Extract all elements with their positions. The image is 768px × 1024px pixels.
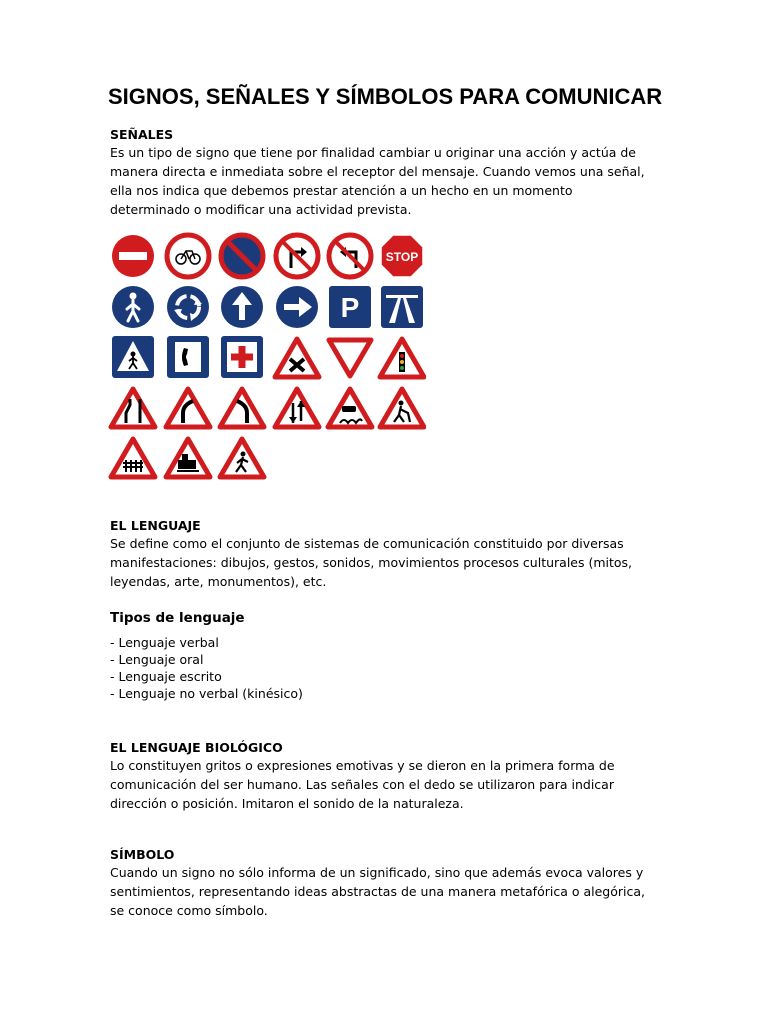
paragraph-line: dirección o posición. Imitaron el sonido de la naturaleza. xyxy=(110,796,464,811)
paragraph-line: sentimientos, representando ideas abstractas de una manera metafórica o alegórica, xyxy=(110,884,645,899)
stop-sign-text: STOP xyxy=(385,250,419,264)
section-heading-simbolo: SÍMBOLO xyxy=(110,847,175,862)
no-left-turn-icon xyxy=(329,235,371,277)
pedestrians-warning-icon xyxy=(220,439,264,477)
paragraph-line: comunicación del ser humano. Las señales con el dedo se utilizaron para indicar xyxy=(110,777,614,792)
curve-left-icon xyxy=(166,389,210,427)
section-heading-biologico: EL LENGUAJE BIOLÓGICO xyxy=(110,740,283,755)
telephone-icon xyxy=(167,336,209,378)
two-way-traffic-icon xyxy=(275,389,319,427)
paragraph-line: manifestaciones: dibujos, gestos, sonidos, movimientos procesos culturales (mitos, xyxy=(110,555,633,570)
parking-icon xyxy=(329,286,371,328)
page-title: SIGNOS, SEÑALES Y SÍMBOLOS PARA COMUNICAR xyxy=(108,84,663,109)
paragraph-line: Es un tipo de signo que tiene por finalidad cambiar u originar una acción y actúa de xyxy=(110,145,636,160)
pedestrian-path-icon xyxy=(112,286,154,328)
road-narrows-icon xyxy=(111,389,155,427)
list-item: - Lenguaje no verbal (kinésico) xyxy=(110,686,303,701)
roundabout-icon xyxy=(167,286,209,328)
simbolo-paragraph xyxy=(110,863,670,920)
motorway-icon xyxy=(381,286,423,328)
list-item: - Lenguaje escrito xyxy=(110,669,222,684)
no-bicycles-icon xyxy=(167,235,209,277)
lenguaje-paragraph xyxy=(110,534,670,591)
ahead-only-icon xyxy=(221,286,263,328)
paragraph-line: ella nos indica que debemos prestar atención a un hecho en un momento xyxy=(110,183,573,198)
curve-right-icon xyxy=(220,389,264,427)
no-right-turn-icon xyxy=(276,235,318,277)
pedestrian-crossing-icon xyxy=(112,336,154,378)
paragraph-line: leyendas, arte, monumentos), etc. xyxy=(110,574,327,589)
paragraph-line: determinado o modificar una actividad prevista. xyxy=(110,202,412,217)
traffic-lights-warning-icon xyxy=(380,339,424,377)
tipos-list xyxy=(110,634,303,702)
turn-right-icon xyxy=(276,286,318,328)
roadworks-icon xyxy=(380,389,424,427)
paragraph-line: se conoce como símbolo. xyxy=(110,903,268,918)
tipos-heading: Tipos de lenguaje xyxy=(110,610,245,626)
level-crossing-icon xyxy=(111,439,155,477)
first-aid-icon xyxy=(221,336,263,378)
section-heading-lenguaje: EL LENGUAJE xyxy=(110,518,201,533)
paragraph-line: Cuando un signo no sólo informa de un significado, sino que además evoca valores y xyxy=(110,865,644,880)
stop-sign-icon xyxy=(381,235,423,277)
section-heading-senales: SEÑALES xyxy=(110,127,174,142)
train-warning-icon xyxy=(166,439,210,477)
crossroads-warning-icon xyxy=(275,339,319,377)
traffic-signs-image xyxy=(108,230,426,480)
list-item: - Lenguaje oral xyxy=(110,652,204,667)
slippery-road-icon xyxy=(328,389,372,427)
parking-letter: P xyxy=(340,292,360,323)
no-entry-icon xyxy=(112,235,154,277)
biologico-paragraph xyxy=(110,756,670,813)
paragraph-line: Lo constituyen gritos o expresiones emotivas y se dieron en la primera forma de xyxy=(110,758,615,773)
yield-icon xyxy=(329,340,371,376)
list-item: - Lenguaje verbal xyxy=(110,635,219,650)
no-parking-icon xyxy=(221,235,263,277)
senales-paragraph xyxy=(110,143,670,219)
paragraph-line: Se define como el conjunto de sistemas de comunicación constituido por diversas xyxy=(110,536,624,551)
paragraph-line: manera directa e inmediata sobre el receptor del mensaje. Cuando vemos una señal, xyxy=(110,164,645,179)
